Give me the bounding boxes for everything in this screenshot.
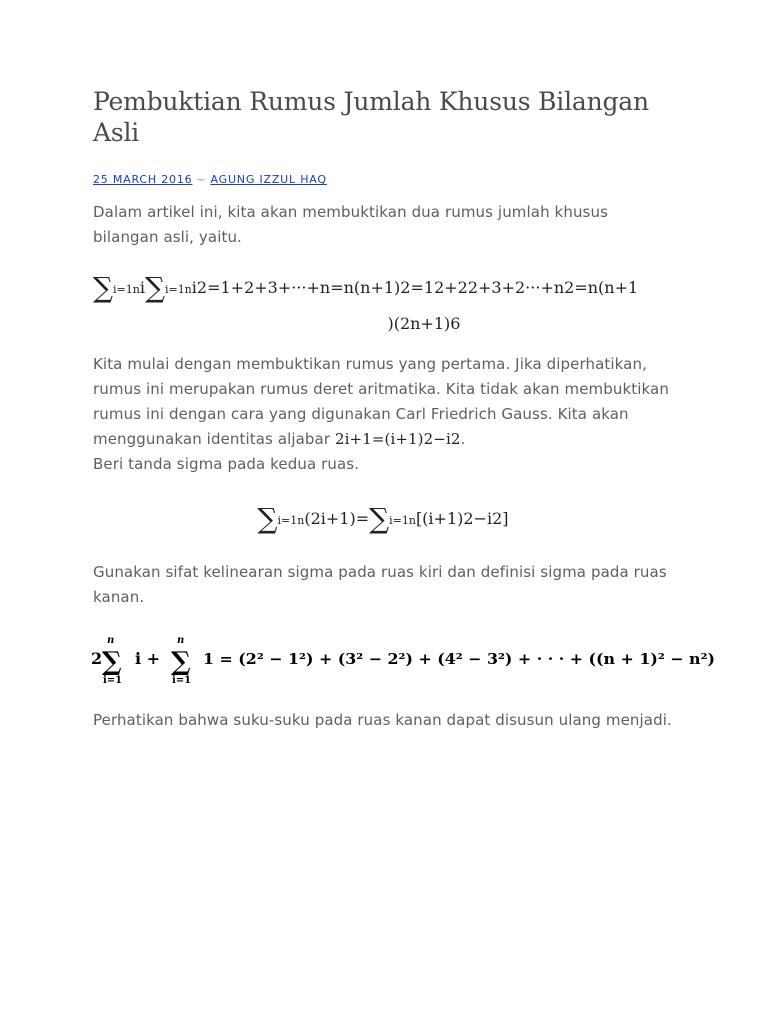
sigma-symbol: ∑: [369, 502, 390, 535]
sigma-index: i=1n: [389, 514, 416, 527]
sigma-index: i=1n: [164, 283, 192, 296]
article-title: Pembuktian Rumus Jumlah Khusus Bilangan Asli: [93, 87, 649, 147]
paragraph-sigma-instruction: Beri tanda sigma pada kedua ruas.: [93, 455, 360, 473]
meta-separator: ~: [196, 173, 207, 186]
sigma-symbol: ∑: [144, 271, 165, 304]
eq3-sum1-sigma: ∑: [102, 647, 122, 677]
sigma-index: i=1n: [277, 514, 305, 527]
eq3-sum2-lower: i=1: [172, 675, 192, 686]
sigma-index: i=1n: [113, 283, 140, 296]
eq3-term-i: i +: [135, 649, 161, 668]
paragraph-method: [93, 352, 673, 477]
sigma-symbol: ∑: [257, 502, 278, 535]
equation-main-formulas: [93, 273, 693, 338]
equation-sigma-both-sides: [93, 502, 673, 535]
paragraph-rearrange: Perhatikan bahwa suku-suku pada ruas kanan dapat disusun ulang menjadi.: [93, 711, 672, 729]
identity-formula: 2i+1=(i+1)2−i2: [335, 430, 461, 448]
article-meta: [93, 173, 673, 186]
eq3-coefficient: 2: [91, 649, 103, 668]
eq3-sum1-upper: n: [107, 635, 115, 646]
paragraph-method-text: Kita mulai dengan membuktikan rumus yang pertama. Jika diperhatikan, rumus ini merupakan rumus deret aritmatika. Kita tidak akan membuktikan rumus ini dengan cara yang digunakan Carl Friedrich Gauss. Kita akan menggunakan identitas aljabar: [93, 355, 669, 448]
equation-right-side: [(i+1)2−i2]: [415, 509, 509, 528]
sigma-symbol: ∑: [93, 271, 113, 304]
equation-body: i2=1+2+3+···+n=n(n+1)2=12+22+3+2···+n2=n(n+1: [191, 278, 639, 297]
equation-left-side: (2i+1)=: [304, 509, 370, 528]
eq3-sum1-lower: i=1: [103, 675, 123, 686]
eq3-sum2-sigma: ∑: [171, 647, 191, 677]
post-date-link[interactable]: 25 MARCH 2016: [93, 173, 193, 186]
sigma-term: i: [139, 278, 145, 297]
eq3-right-side: 1 = (2² − 1²) + (3² − 2²) + (4² − 3²) + · · · + ((n + 1)² − n²): [203, 650, 715, 668]
equation-expanded-sum: [91, 630, 731, 686]
article: [91, 86, 715, 733]
equation-main-line-2: )(2n+1)6: [387, 314, 461, 333]
equation-main-line-1: [93, 273, 693, 304]
author-link[interactable]: AGUNG IZZUL HAQ: [210, 173, 327, 186]
paragraph-intro: Dalam artikel ini, kita akan membuktikan dua rumus jumlah khusus bilangan asli, yaitu.: [93, 203, 608, 246]
eq3-sum2-upper: n: [177, 635, 185, 646]
equation-expanded-svg: [91, 630, 731, 686]
paragraph-method-period: .: [460, 430, 466, 448]
paragraph-linearity: Gunakan sifat kelinearan sigma pada ruas kiri dan definisi sigma pada ruas kanan.: [93, 563, 667, 606]
